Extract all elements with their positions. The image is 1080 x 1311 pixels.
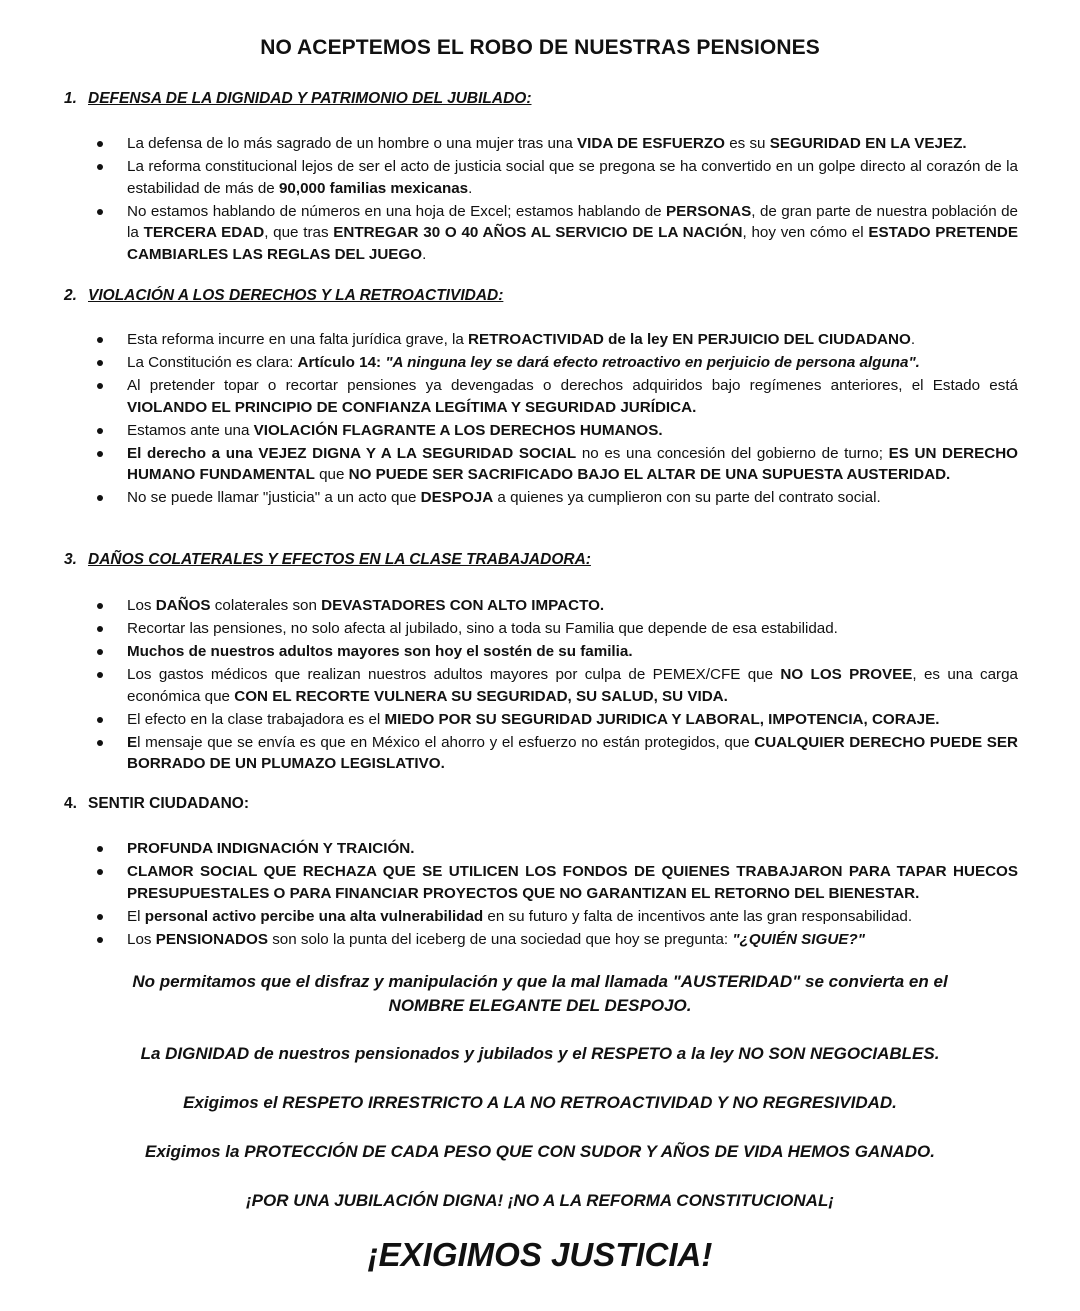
text-run: Al pretender topar o recortar pensiones ya devengadas o derechos adquiridos bajo regímenes anteriores, el Estado está [127, 377, 1018, 394]
text-run: l mensaje que se envía es que en México el ahorro y el esfuerzo no están protegidos, que [137, 733, 755, 751]
text-run: . [422, 245, 427, 263]
list-item [96, 420, 1018, 442]
text-run: El derecho a una VEJEZ DIGNA Y A LA SEGURIDAD SOCIAL [127, 444, 577, 462]
text-run: , es una carga económica que [127, 666, 1019, 705]
text-run: PENSIONADOS [155, 930, 268, 948]
text-run: no es una concesión del gobierno de turno; [576, 444, 889, 462]
text-run: Los [127, 930, 156, 948]
text-run: "¿QUIÉN SIGUE?" [732, 930, 865, 948]
section-heading-1 [64, 90, 532, 108]
text-run: SEGURIDAD EN LA VEJEZ. [769, 135, 967, 152]
section-number: 3. [64, 551, 77, 568]
text-run: CON EL RECORTE VULNERA SU SEGURIDAD, SU SALUD, SU VIDA. [234, 687, 728, 705]
text-run: TERCERA EDAD [143, 224, 265, 241]
text-run: No se puede llamar "justicia" a un acto que [127, 489, 421, 506]
text-run: El [127, 907, 145, 925]
list-item [96, 906, 1018, 928]
list-item [96, 861, 1018, 904]
text-run: Los gastos médicos que realizan nuestros adultos mayores por culpa de PEMEX/CFE que [127, 666, 781, 683]
list-item [96, 443, 1018, 486]
section-title: SENTIR CIUDADANO: [88, 795, 250, 812]
list-item [96, 595, 1018, 617]
section-list-4 [96, 838, 1018, 952]
text-run: ENTREGAR 30 O 40 AÑOS AL SERVICIO DE LA NACIÓN [333, 224, 743, 241]
closing-austerity-line-2: NOMBRE ELEGANTE DEL DESPOJO. [388, 996, 692, 1015]
final-justice-call: ¡EXIGIMOS JUSTICIA! [367, 1236, 713, 1273]
section-title: VIOLACIÓN A LOS DERECHOS Y LA RETROACTIVIDAD: [88, 287, 504, 304]
text-run: El efecto en la clase trabajadora es el [127, 710, 385, 728]
text-run: . [910, 331, 916, 348]
text-run: PROFUNDA INDIGNACIÓN Y TRAICIÓN. [127, 840, 415, 857]
text-run: La defensa de lo más sagrado de un hombre o una mujer tras una [127, 135, 578, 152]
text-run: es su [724, 135, 770, 152]
text-run: RETROACTIVIDAD de la ley EN PERJUICIO DEL CIUDADANO [468, 331, 911, 348]
text-run: . [468, 179, 473, 197]
text-run: MIEDO POR SU SEGURIDAD JURIDICA Y LABORAL, IMPOTENCIA, CORAJE. [384, 710, 940, 728]
text-run: VIDA DE ESFUERZO [577, 135, 725, 152]
text-run: , que tras [264, 224, 334, 241]
text-run: a quienes ya cumplieron con su parte del contrato social. [493, 489, 881, 506]
list-item [96, 838, 1018, 860]
text-run: No estamos hablando de números en una hoja de Excel; estamos hablando de [127, 202, 667, 220]
list-item [96, 133, 1018, 155]
section-list-1 [96, 133, 1018, 267]
closing-demand-protection: Exigimos la PROTECCIÓN DE CADA PESO QUE CON SUDOR Y AÑOS DE VIDA HEMOS GANADO. [145, 1142, 935, 1161]
list-item [96, 709, 1018, 731]
text-run: Recortar las pensiones, no solo afecta al jubilado, sino a toda su Familia que depende de esa estabilidad. [127, 620, 838, 637]
text-run: CLAMOR SOCIAL QUE RECHAZA QUE SE UTILICEN LOS FONDOS DE QUIENES TRABAJARON PARA TAPAR HUECOS PRESUPUESTALES O PARA FINANCIAR PROYECTOS QUE NO GARANTIZAN EL RETORNO DEL BIENESTAR. [127, 863, 1018, 902]
text-run: que [314, 466, 349, 483]
text-run: son solo la punta del iceberg de una sociedad que hoy se pregunta: [267, 930, 733, 948]
closing-dignity: La DIGNIDAD de nuestros pensionados y jubilados y el RESPETO a la ley NO SON NEGOCIABLES. [140, 1044, 940, 1063]
section-heading-4 [64, 795, 249, 813]
list-item [96, 201, 1018, 266]
text-run: La reforma constitucional lejos de ser el acto de justicia social que se pregona se ha convertido en un golpe directo al corazón de la estabilidad de más de [127, 158, 1018, 197]
list-item [96, 732, 1018, 775]
text-run: Esta reforma incurre en una falta jurídica grave, la [127, 331, 469, 348]
section-number: 1. [64, 90, 77, 107]
document-title: NO ACEPTEMOS EL ROBO DE NUESTRAS PENSIONES [260, 36, 820, 59]
text-run: VIOLACIÓN FLAGRANTE A LOS DERECHOS HUMANOS. [253, 421, 663, 439]
list-item [96, 329, 1018, 351]
text-run: La Constitución es clara: [127, 354, 298, 371]
text-run: DESPOJA [420, 489, 494, 506]
section-number: 4. [64, 795, 77, 812]
text-run: colaterales son [210, 597, 322, 614]
text-run: "A ninguna ley se dará efecto retroactivo en perjuicio de persona alguna". [385, 354, 920, 371]
text-run: CUALQUIER DERECHO PUEDE SER BORRADO DE UN PLUMAZO LEGISLATIVO. [127, 733, 1018, 772]
list-item [96, 618, 1018, 640]
text-run: DAÑOS [155, 597, 211, 614]
list-item [96, 352, 1018, 374]
text-run: 90,000 familias mexicanas [278, 179, 469, 197]
section-heading-2 [64, 287, 503, 305]
list-item [96, 641, 1018, 663]
text-run: Muchos de nuestros adultos mayores son hoy el sostén de su familia. [127, 643, 633, 660]
section-list-3 [96, 595, 1018, 776]
list-item [96, 375, 1018, 418]
text-run: Los [127, 597, 156, 614]
closing-demand-retroactivity: Exigimos el RESPETO IRRESTRICTO A LA NO RETROACTIVIDAD Y NO REGRESIVIDAD. [183, 1093, 897, 1112]
list-item [96, 664, 1018, 707]
text-run: NO LOS PROVEE [780, 666, 913, 683]
text-run: ES UN DERECHO HUMANO FUNDAMENTAL [127, 444, 1018, 483]
list-item [96, 156, 1018, 199]
text-run: en su futuro y falta de incentivos ante las gran responsabilidad. [483, 907, 913, 925]
list-item [96, 487, 1018, 509]
text-run: , hoy ven cómo el [742, 224, 869, 241]
text-run: Artículo 14: [297, 354, 386, 371]
section-heading-3 [64, 551, 591, 569]
section-title: DAÑOS COLATERALES Y EFECTOS EN LA CLASE TRABAJADORA: [88, 551, 591, 568]
text-run: VIOLANDO EL PRINCIPIO DE CONFIANZA LEGÍTIMA Y SEGURIDAD JURÍDICA. [127, 398, 697, 416]
text-run: Estamos ante una [127, 421, 254, 439]
text-run: personal activo percibe una alta vulnerabilidad [144, 907, 484, 925]
closing-austerity-line-1: No permitamos que el disfraz y manipulación y que la mal llamada "AUSTERIDAD" se convierta en el [132, 972, 948, 991]
text-run: ESTADO PRETENDE CAMBIARLES LAS REGLAS DEL JUEGO [127, 224, 1018, 263]
section-number: 2. [64, 287, 77, 304]
text-run: E [127, 733, 138, 751]
list-item [96, 929, 1018, 951]
text-run: , de gran parte de nuestra población de la [127, 202, 1018, 241]
closing-slogan: ¡POR UNA JUBILACIÓN DIGNA! ¡NO A LA REFORMA CONSTITUCIONAL¡ [245, 1191, 835, 1210]
section-title: DEFENSA DE LA DIGNIDAD Y PATRIMONIO DEL JUBILADO: [88, 90, 532, 107]
text-run: NO PUEDE SER SACRIFICADO BAJO EL ALTAR DE UNA SUPUESTA AUSTERIDAD. [348, 466, 951, 483]
section-list-2 [96, 329, 1018, 510]
text-run: PERSONAS [666, 202, 752, 220]
text-run: DEVASTADORES CON ALTO IMPACTO. [321, 597, 605, 614]
